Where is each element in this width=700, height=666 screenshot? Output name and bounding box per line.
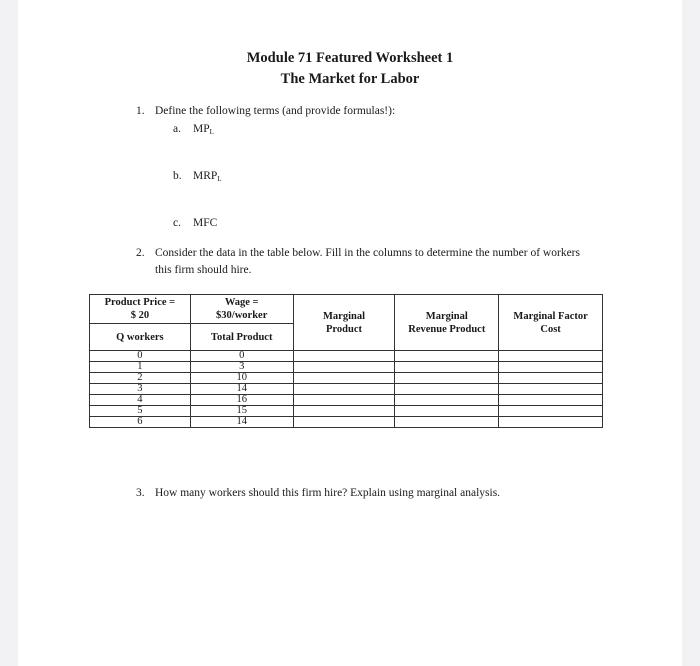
wage-value: $30/worker xyxy=(216,310,268,321)
mfc-cell[interactable] xyxy=(499,395,603,406)
q1-number: 1. xyxy=(136,105,145,117)
mfc-cell[interactable] xyxy=(499,351,603,362)
mrp-header-line2: Revenue Product xyxy=(408,323,486,335)
table-row xyxy=(90,362,603,373)
mfc-cell[interactable] xyxy=(499,362,603,373)
mfc-cell[interactable] xyxy=(499,406,603,417)
mrp-header-line1: Marginal xyxy=(425,310,468,322)
wage-label: Wage = xyxy=(224,297,259,308)
table-row xyxy=(90,395,603,406)
worksheet-title: Module 71 Featured Worksheet 1 xyxy=(246,50,454,66)
mrp-cell[interactable] xyxy=(395,373,499,384)
marginal-product-cell[interactable] xyxy=(293,373,395,384)
table-row xyxy=(90,373,603,384)
mrp-header xyxy=(395,295,499,351)
q-workers-cell: 1 xyxy=(90,362,191,373)
product-price-value: $ 20 xyxy=(130,310,150,321)
q1c-term: MFC xyxy=(193,217,218,229)
worksheet-page xyxy=(18,0,682,666)
mfc-cell[interactable] xyxy=(499,373,603,384)
q-workers-cell: 5 xyxy=(90,406,191,417)
mrp-cell[interactable] xyxy=(395,395,499,406)
mfc-header xyxy=(499,295,603,351)
marginal-product-cell[interactable] xyxy=(293,362,395,373)
q1a-term: $MP_L$ xyxy=(193,123,214,136)
total-product-header: Total Product xyxy=(190,324,293,351)
q-workers-cell: 3 xyxy=(90,384,191,395)
marginal-product-cell[interactable] xyxy=(293,351,395,362)
total-product-cell: 3 xyxy=(190,362,293,373)
mrp-cell[interactable] xyxy=(395,417,499,428)
q1c-letter: c. xyxy=(173,217,181,229)
mrp-cell[interactable] xyxy=(395,406,499,417)
marginal-product-header-line2: Product xyxy=(326,323,362,335)
mfc-cell[interactable] xyxy=(499,384,603,395)
labor-data-table xyxy=(89,294,603,428)
total-product-cell: 16 xyxy=(190,395,293,406)
q1a-letter: a. xyxy=(173,123,181,135)
mfc-header-line2: Cost xyxy=(540,323,561,335)
product-price-cell xyxy=(90,295,191,324)
marginal-product-cell[interactable] xyxy=(293,417,395,428)
q3-number: 3. xyxy=(136,487,145,499)
table-row xyxy=(90,406,603,417)
marginal-product-cell[interactable] xyxy=(293,406,395,417)
mfc-cell[interactable] xyxy=(499,417,603,428)
worksheet-subtitle: The Market for Labor xyxy=(280,71,420,87)
marginal-product-header-line1: Marginal xyxy=(323,310,365,322)
q1b-term: $MRP_L$ xyxy=(193,170,222,183)
wage-cell xyxy=(190,295,293,324)
table-row xyxy=(90,417,603,428)
total-product-cell: 14 xyxy=(190,417,293,428)
total-product-cell: 14 xyxy=(190,384,293,395)
table-row xyxy=(90,384,603,395)
q-workers-cell: 0 xyxy=(90,351,191,362)
q1b-letter: b. xyxy=(173,170,182,182)
marginal-product-cell[interactable] xyxy=(293,395,395,406)
q-workers-cell: 6 xyxy=(90,417,191,428)
q1-text: Define the following terms (and provide formulas!): xyxy=(155,105,396,117)
q2-number: 2. xyxy=(136,247,145,259)
q-workers-cell: 4 xyxy=(90,395,191,406)
mfc-header-line1: Marginal Factor xyxy=(513,310,588,322)
q3-text: How many workers should this firm hire? Explain using marginal analysis. xyxy=(155,487,501,499)
q2-line2: this firm should hire. xyxy=(155,264,252,276)
mrp-cell[interactable] xyxy=(395,362,499,373)
marginal-product-cell[interactable] xyxy=(293,384,395,395)
total-product-cell: 0 xyxy=(190,351,293,362)
mrp-cell[interactable] xyxy=(395,384,499,395)
product-price-label: Product Price = xyxy=(104,297,176,308)
total-product-cell: 15 xyxy=(190,406,293,417)
total-product-cell: 10 xyxy=(190,373,293,384)
q-workers-header: Q workers xyxy=(90,324,191,351)
mrp-cell[interactable] xyxy=(395,351,499,362)
table-row xyxy=(90,351,603,362)
marginal-product-header xyxy=(293,295,395,351)
q2-line1: Consider the data in the table below. Fill in the columns to determine the number of workers xyxy=(155,247,580,259)
q-workers-cell: 2 xyxy=(90,373,191,384)
